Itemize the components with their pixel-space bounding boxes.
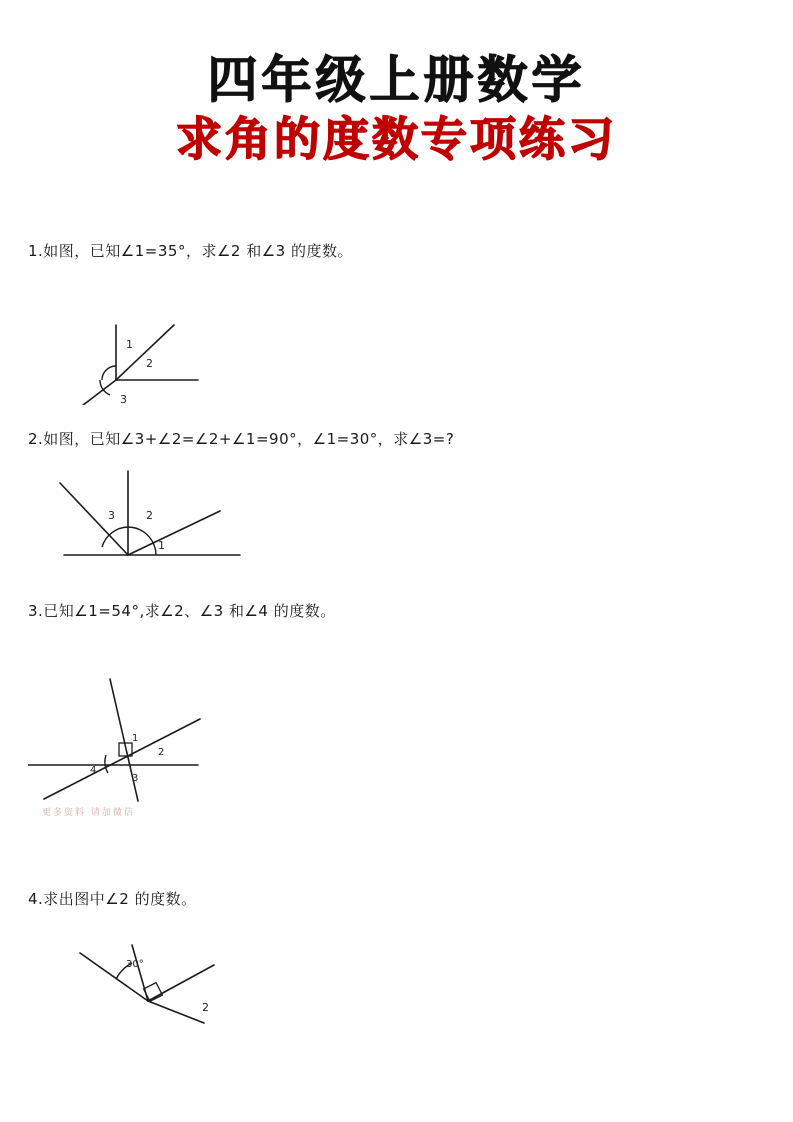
question-4	[28, 888, 758, 1055]
question-3-label-3: 3	[132, 773, 139, 784]
question-1-diagram	[28, 275, 248, 405]
question-4-label-30deg: 30°	[126, 959, 144, 970]
question-4-label-2: 2	[202, 1001, 209, 1014]
question-2-figure	[28, 463, 758, 593]
title-block	[0, 52, 793, 166]
question-2-text: 2.如图，已知∠3+∠2=∠2+∠1=90°，∠1=30°，求∠3=?	[28, 430, 455, 448]
question-3-label-4: 4	[90, 765, 97, 776]
question-3-figure	[28, 677, 758, 837]
question-3-label-1: 1	[132, 733, 139, 744]
question-2-diagram	[28, 463, 288, 583]
page-title: 四年级上册数学	[207, 50, 586, 109]
page-subtitle: 求角的度数专项练习	[176, 112, 617, 166]
question-4-text: 4.求出图中∠2 的度数。	[28, 890, 197, 908]
question-1-figure	[28, 275, 758, 405]
question-1-label-2: 2	[146, 357, 153, 370]
question-3-label-2: 2	[158, 747, 165, 758]
question-1-text: 1.如图，已知∠1=35°，求∠2 和∠3 的度数。	[28, 242, 353, 260]
question-1-label-1: 1	[126, 338, 133, 351]
question-1-label-3: 3	[120, 393, 127, 406]
question-3-text: 3.已知∠1=54°,求∠2、∠3 和∠4 的度数。	[28, 602, 336, 620]
question-3-watermark: 更多资料 请加微信	[42, 808, 135, 818]
question-1	[28, 240, 758, 405]
question-2	[28, 428, 758, 593]
question-2-label-2: 2	[146, 509, 153, 522]
question-2-label-1: 1	[158, 539, 165, 552]
question-3	[28, 600, 758, 837]
question-4-figure	[28, 935, 758, 1055]
question-4-diagram	[28, 935, 248, 1045]
question-2-label-3: 3	[108, 509, 115, 522]
